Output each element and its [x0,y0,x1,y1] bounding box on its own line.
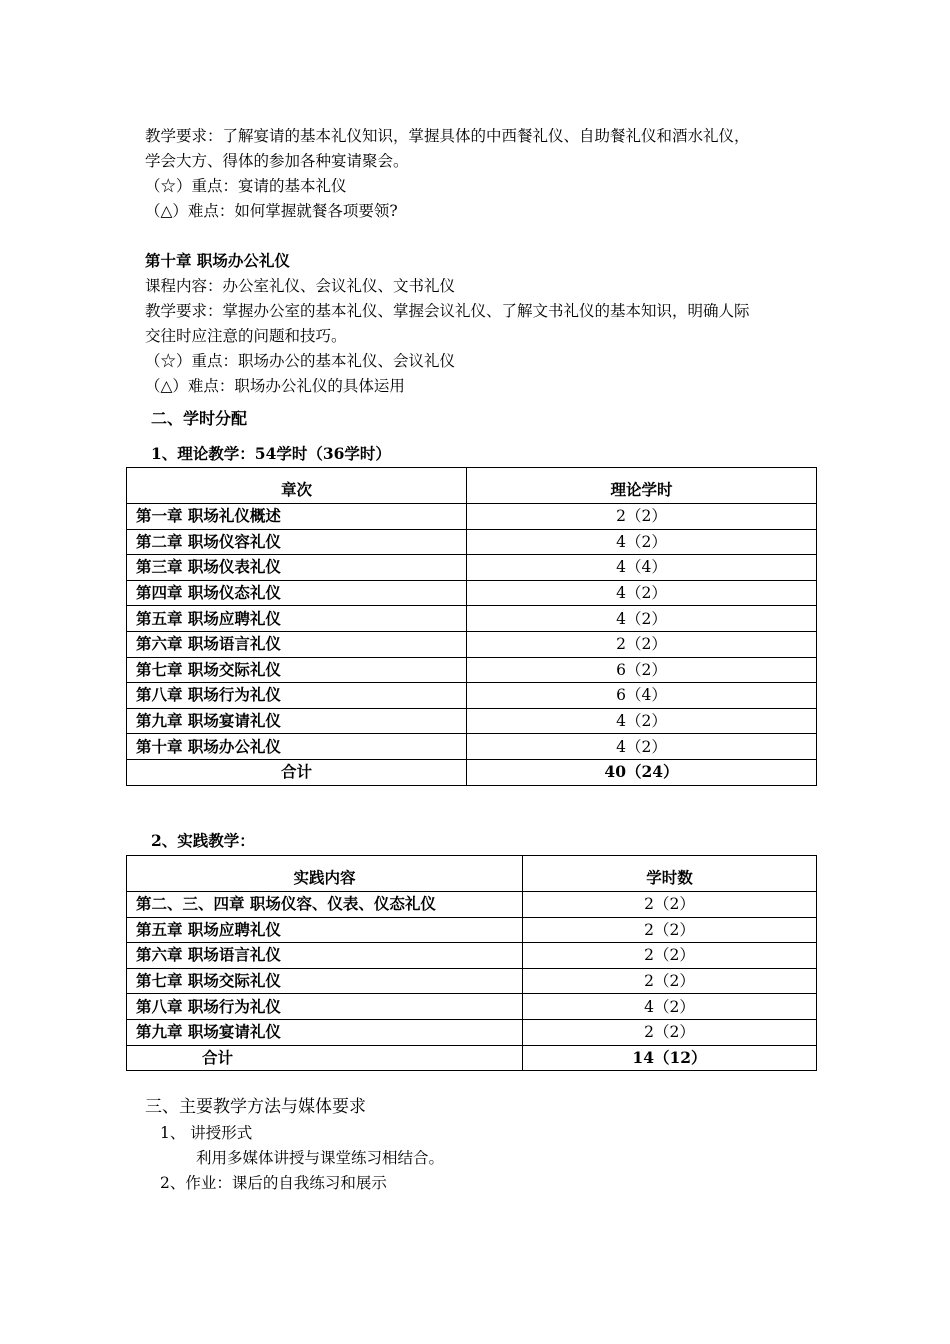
table-row [127,734,817,760]
theory-hours-cell: 6（2） [467,657,817,683]
theory-title: 1、理论教学：54学时（36学时） [151,444,391,463]
practice-content-cell: 第五章 职场应聘礼仪 [127,917,523,943]
table-row [127,994,817,1020]
table-row [127,917,817,943]
theory-chapter-cell: 第三章 职场仪表礼仪 [127,555,467,581]
practice-hours-cell: 2（2） [523,892,817,918]
table-row [127,631,817,657]
practice-hours-cell: 2（2） [523,943,817,969]
practice-header-hours: 学时数 [523,856,817,892]
practice-content-cell: 第二、三、四章 职场仪容、仪表、仪态礼仪 [127,892,523,918]
practice-hours-cell: 2（2） [523,917,817,943]
ch9-key-point: （☆）重点：宴请的基本礼仪 [145,177,347,195]
table-row [127,708,817,734]
section3-item2: 2、作业：课后的自我练习和展示 [160,1174,387,1192]
ch10-teaching-req-line2: 交往时应注意的问题和技巧。 [145,327,347,345]
table-row [127,892,817,918]
theory-hours-cell: 4（2） [467,734,817,760]
practice-hours-cell: 2（2） [523,1019,817,1045]
table-row [127,504,817,530]
practice-total-row [127,1045,817,1071]
theory-total-label: 合计 [127,759,467,785]
practice-content-cell: 第八章 职场行为礼仪 [127,994,523,1020]
ch9-teaching-req-line2: 学会大方、得体的参加各种宴请聚会。 [145,152,409,170]
theory-hours-cell: 6（4） [467,683,817,709]
theory-chapter-cell: 第一章 职场礼仪概述 [127,504,467,530]
table-row [127,580,817,606]
table-row [127,1019,817,1045]
theory-header-hours: 理论学时 [467,468,817,504]
theory-hours-cell: 2（2） [467,504,817,530]
table-row [127,968,817,994]
practice-table [126,855,817,1071]
practice-total-label: 合计 [127,1045,523,1071]
theory-chapter-cell: 第七章 职场交际礼仪 [127,657,467,683]
section2-title: 二、学时分配 [151,409,248,428]
section3-item1-text: 利用多媒体讲授与课堂练习相结合。 [196,1149,445,1167]
practice-hours-cell: 4（2） [523,994,817,1020]
theory-header-chapter: 章次 [127,468,467,504]
theory-chapter-cell: 第八章 职场行为礼仪 [127,683,467,709]
ch10-teaching-req-line1: 教学要求：掌握办公室的基本礼仪、掌握会议礼仪、了解文书礼仪的基本知识，明确人际 [145,302,750,320]
practice-content-cell: 第九章 职场宴请礼仪 [127,1019,523,1045]
table-row [127,606,817,632]
theory-chapter-cell: 第九章 职场宴请礼仪 [127,708,467,734]
theory-hours-cell: 4（2） [467,529,817,555]
ch10-content: 课程内容：办公室礼仪、会议礼仪、文书礼仪 [145,277,456,295]
theory-hours-cell: 2（2） [467,631,817,657]
theory-chapter-cell: 第十章 职场办公礼仪 [127,734,467,760]
theory-chapter-cell: 第五章 职场应聘礼仪 [127,606,467,632]
ch9-teaching-req-line1: 教学要求：了解宴请的基本礼仪知识，掌握具体的中西餐礼仪、自助餐礼仪和酒水礼仪， [145,127,750,145]
theory-total-value: 40（24） [467,759,817,785]
theory-table-header [127,468,817,504]
theory-hours-cell: 4（2） [467,580,817,606]
theory-chapter-cell: 第二章 职场仪容礼仪 [127,529,467,555]
table-row [127,529,817,555]
practice-title: 2、实践教学： [151,831,255,850]
table-row [127,943,817,969]
table-row [127,657,817,683]
practice-content-cell: 第六章 职场语言礼仪 [127,943,523,969]
section3-title: 三、主要教学方法与媒体要求 [145,1097,366,1117]
table-row [127,555,817,581]
theory-table [126,467,817,786]
practice-header-content: 实践内容 [127,856,523,892]
practice-hours-cell: 2（2） [523,968,817,994]
practice-content-cell: 第七章 职场交际礼仪 [127,968,523,994]
theory-total-row [127,759,817,785]
practice-table-header [127,856,817,892]
table-row [127,683,817,709]
theory-hours-cell: 4（2） [467,606,817,632]
ch10-title: 第十章 职场办公礼仪 [145,251,290,270]
ch9-difficulty: （△）难点：如何掌握就餐各项要领? [145,202,398,220]
ch10-difficulty: （△）难点：职场办公礼仪的具体运用 [145,377,405,395]
theory-hours-cell: 4（4） [467,555,817,581]
theory-hours-cell: 4（2） [467,708,817,734]
section3-item1-label: 1、 讲授形式 [160,1124,253,1142]
practice-total-value: 14（12） [523,1045,817,1071]
ch10-key-point: （☆）重点：职场办公的基本礼仪、会议礼仪 [145,352,456,370]
theory-chapter-cell: 第四章 职场仪态礼仪 [127,580,467,606]
theory-chapter-cell: 第六章 职场语言礼仪 [127,631,467,657]
